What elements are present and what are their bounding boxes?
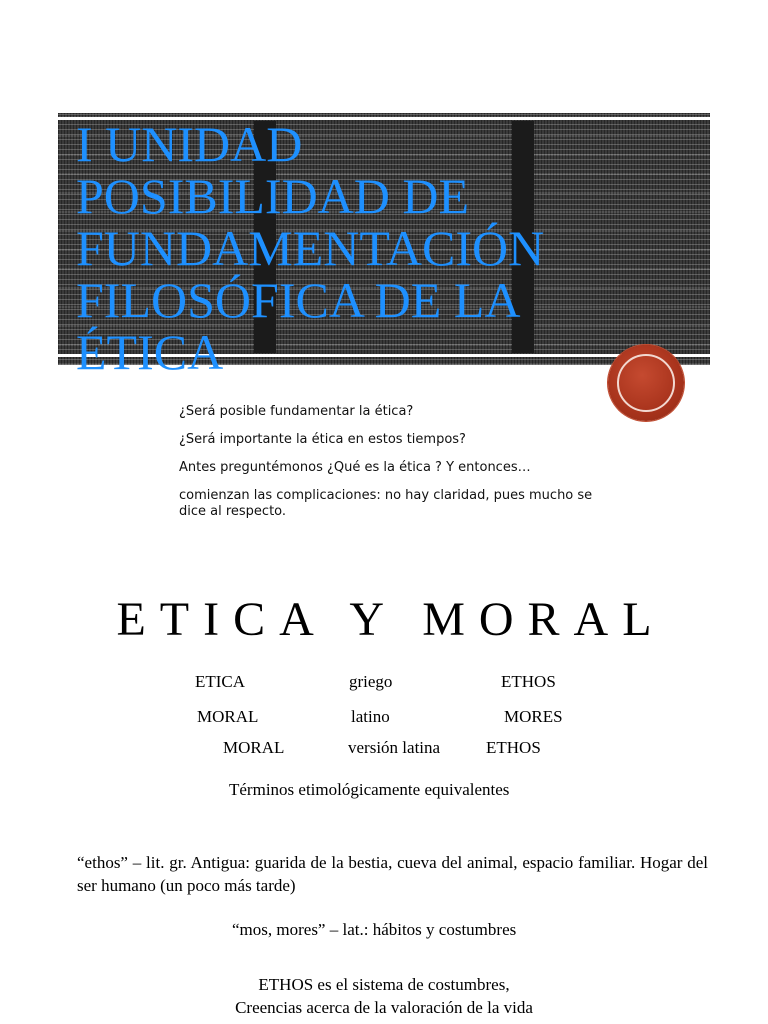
row-1-origin: griego	[349, 672, 393, 691]
section-heading: ETICA Y MORAL	[116, 593, 666, 646]
row-1-root: ETHOS	[501, 672, 556, 691]
slide-title	[76, 118, 716, 378]
closing-line-1: ETHOS es el sistema de costumbres,	[258, 975, 510, 994]
question-4: comienzan las complicaciones: no hay claridad, pues mucho se dice al respecto.	[179, 488, 593, 519]
row-2-origin: latino	[351, 707, 390, 726]
row-3-term: MORAL	[223, 738, 285, 757]
equivalence-summary: Términos etimológicamente equivalentes	[229, 780, 510, 799]
title-line-3: FUNDAMENTACIÓN	[76, 220, 545, 276]
question-1: ¿Será posible fundamentar la ética?	[179, 404, 414, 419]
ethos-paragraph: “ethos” – lit. gr. Antigua: guarida de la bestia, cueva del animal, espacio familiar. Hogar del ser humano (un poco más tarde)	[77, 853, 708, 895]
question-list	[179, 404, 599, 532]
row-2-term: MORAL	[197, 707, 259, 726]
closing-line-2: Creencias acerca de la valoración de la vida	[235, 998, 533, 1017]
mores-line: “mos, mores” – lat.: hábitos y costumbres	[232, 920, 517, 939]
question-3: Antes preguntémonos ¿Qué es la ética ? Y entonces…	[179, 460, 531, 475]
title-line-4: FILOSÓFICA DE LA	[76, 272, 521, 328]
question-2: ¿Será importante la ética en estos tiempos?	[179, 432, 466, 447]
title-line-2: POSIBILIDAD DE	[76, 168, 470, 224]
row-1-term: ETICA	[195, 672, 246, 691]
title-line-1: I UNIDAD	[76, 116, 303, 172]
row-3-root: ETHOS	[486, 738, 541, 757]
row-2-root: MORES	[504, 707, 563, 726]
title-line-5: ÉTICA	[76, 324, 224, 380]
decorative-circle-badge	[608, 345, 684, 421]
row-3-origin: versión latina	[348, 738, 441, 757]
badge-ring	[617, 354, 675, 412]
